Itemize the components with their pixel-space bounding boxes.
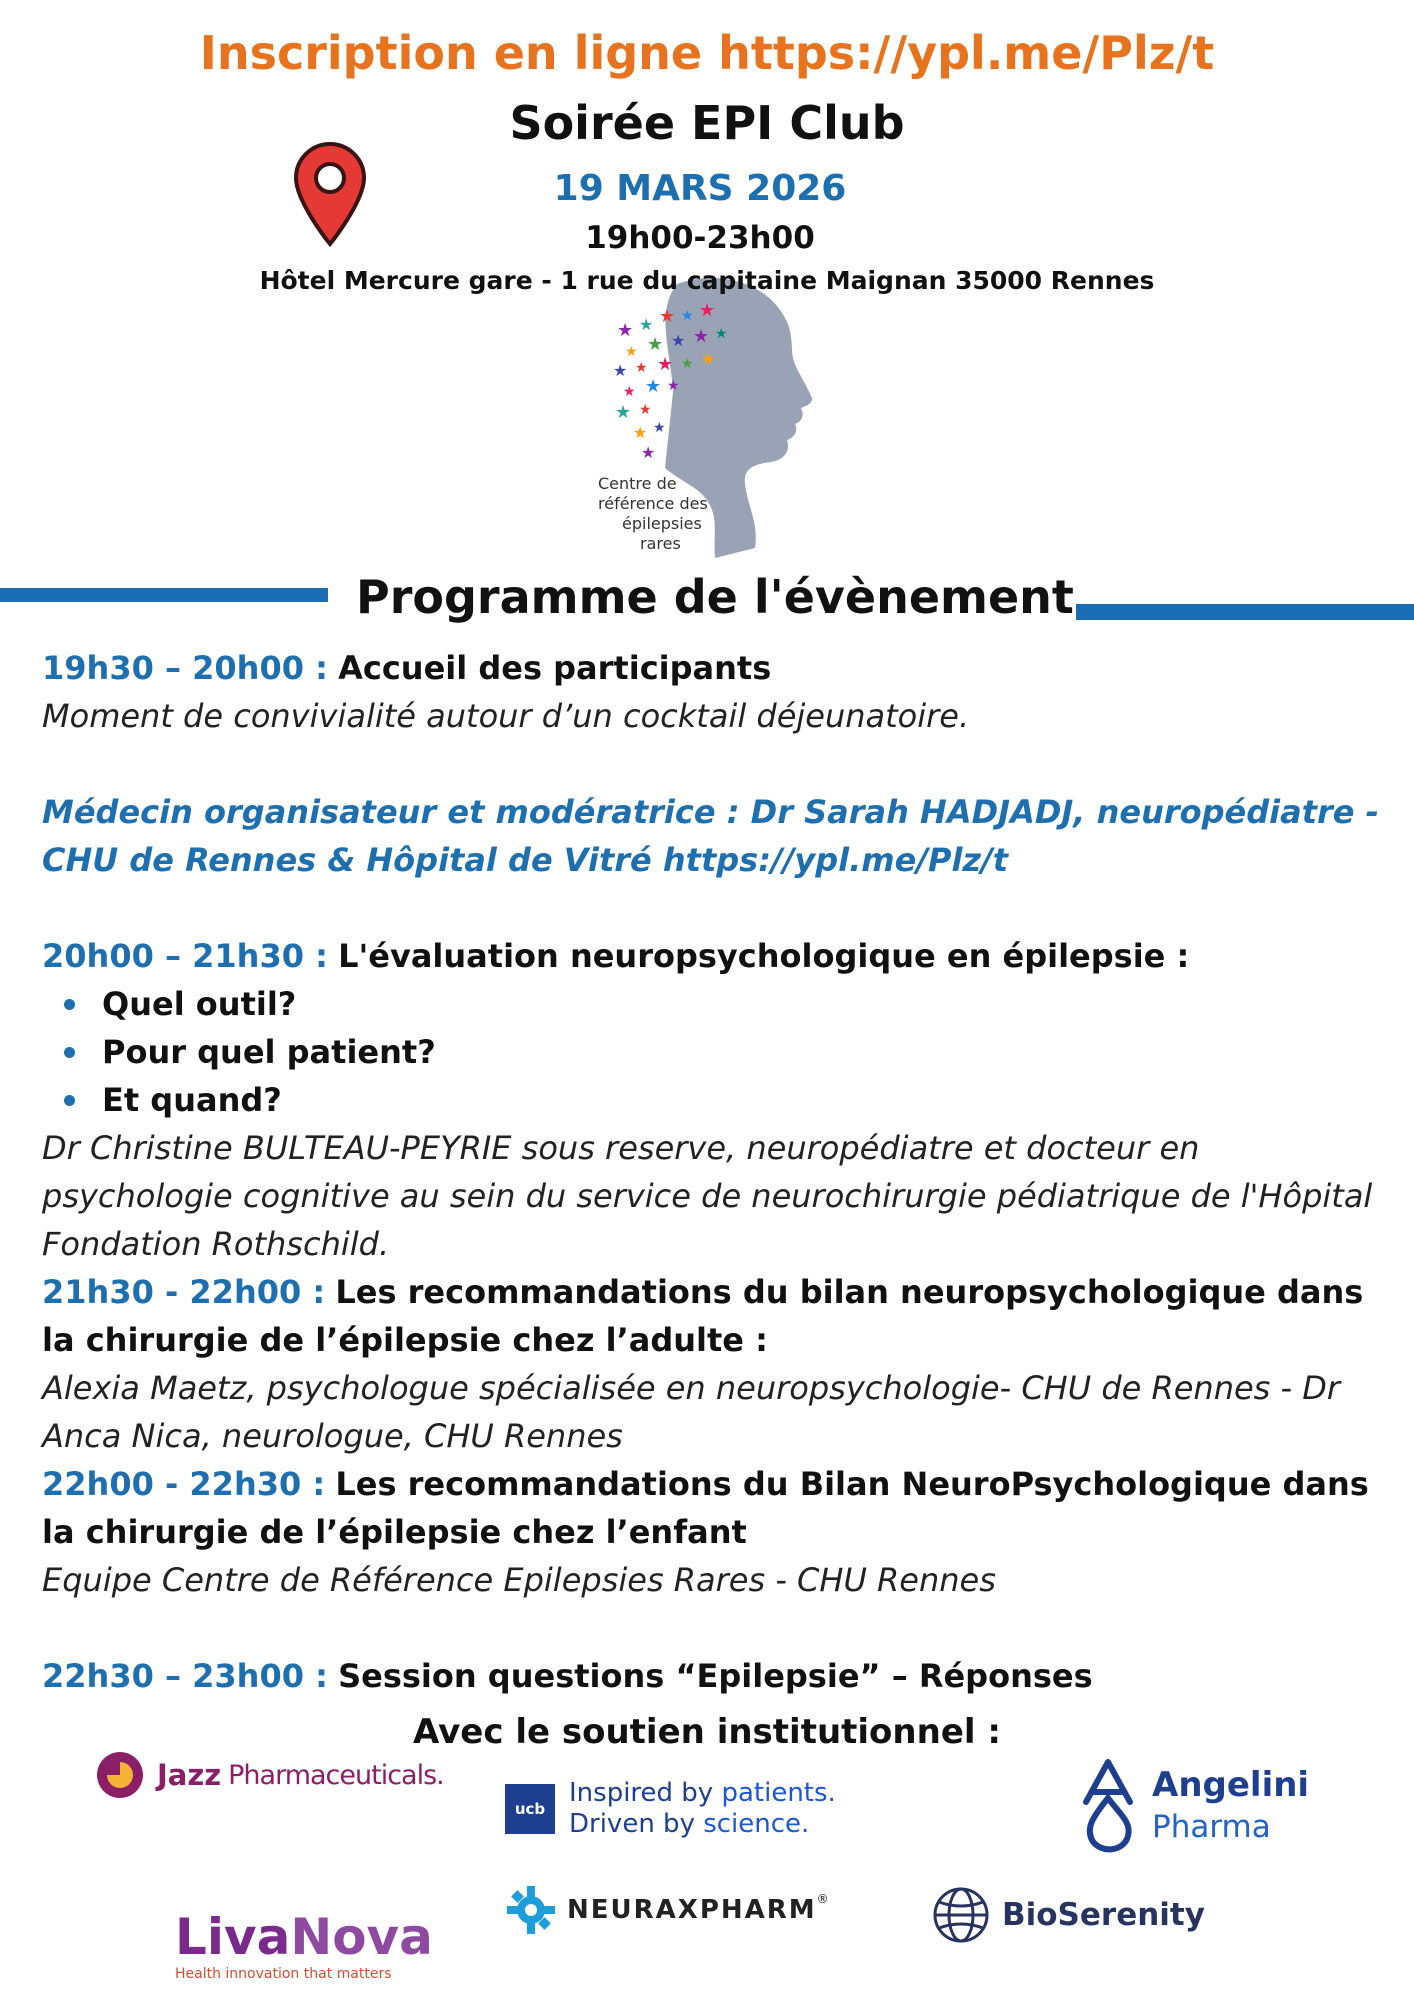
svg-text:★: ★ (633, 423, 648, 442)
neuraxpharm-registered: ® (816, 1892, 829, 1906)
svg-text:★: ★ (613, 361, 628, 380)
item-title: Les recommandations du bilan neuropsychologique dans la chirurgie de l’épilepsie chez l’adulte : (42, 1273, 1364, 1359)
item-time: 20h00 – 21h30 : (42, 937, 328, 975)
jazz-name: Jazz (157, 1758, 222, 1792)
jazz-mark-icon (95, 1750, 145, 1800)
question-list (42, 980, 1392, 1124)
svg-text:★: ★ (659, 306, 676, 327)
event-time: 19h00-23h00 (585, 220, 815, 256)
svg-text:★: ★ (715, 326, 728, 342)
item-title: Les recommandations du Bilan NeuroPsychologique dans la chirurgie de l’épilepsie chez l’enfant (42, 1465, 1369, 1551)
ucb-logo (505, 1778, 836, 1840)
item-title: Accueil des participants (338, 649, 772, 687)
svg-text:★: ★ (701, 349, 716, 368)
ucb-text-strong: patients. (721, 1778, 836, 1808)
svg-text:★: ★ (647, 334, 664, 355)
program-item (42, 1460, 1392, 1556)
program-item (42, 644, 1392, 692)
neuraxpharm-name: NEURAXPHARM (567, 1895, 817, 1925)
item-description: Dr Christine BULTEAU-PEYRIE sous reserve, neuropédiatre et docteur en psychologie cognitive au sein du service de neurochirurgie pédiatrique de l'Hôpital Fondation Rothschild. (42, 1129, 1373, 1263)
angelini-mark-icon (1078, 1758, 1138, 1854)
angelini-logo (1078, 1758, 1309, 1854)
ucb-text: Driven by (569, 1809, 704, 1839)
neuraxpharm-logo (505, 1884, 829, 1936)
list-item: Et quand? (60, 1076, 1392, 1124)
item-title: Session questions “Epilepsie” – Réponses (338, 1657, 1093, 1695)
svg-text:★: ★ (625, 344, 638, 360)
bioserenity-logo (930, 1884, 1205, 1946)
svg-text:★: ★ (667, 378, 680, 394)
program-heading: Programme de l'évènement (356, 570, 1074, 624)
logo-line: épilepsies (622, 514, 702, 533)
program-item (42, 932, 1392, 980)
item-time: 19h30 – 20h00 : (42, 649, 328, 687)
registration-link[interactable]: Inscription en ligne https://ypl.me/Plz/t (199, 26, 1215, 80)
svg-text:★: ★ (693, 326, 710, 347)
neuraxpharm-gear-icon (505, 1884, 557, 1936)
livanova-name-b: Nova (290, 1908, 433, 1966)
jazz-name-suffix: Pharmaceuticals. (228, 1759, 444, 1791)
organizer-line: Médecin organisateur et modératrice : Dr Sarah HADJADJ, neuropédiatre - CHU de Rennes & Hôpital de Vitré https://ypl.me/Plz/t (42, 793, 1379, 879)
svg-text:★: ★ (617, 320, 634, 341)
logo-line: rares (640, 534, 681, 553)
livanova-name: Liva (175, 1908, 291, 1966)
ucb-tagline (569, 1778, 836, 1840)
svg-text:★: ★ (639, 315, 654, 334)
svg-text:★: ★ (653, 420, 666, 436)
event-date: 19 MARS 2026 (553, 168, 847, 209)
divider-left (0, 588, 328, 602)
svg-text:★: ★ (641, 443, 656, 462)
svg-text:★: ★ (645, 376, 662, 397)
program-item (42, 1652, 1392, 1700)
ucb-text-strong: science. (703, 1809, 810, 1839)
bioserenity-globe-icon (930, 1884, 992, 1946)
angelini-sub: Pharma (1152, 1809, 1271, 1845)
ucb-text: Inspired by (569, 1778, 722, 1808)
svg-text:★: ★ (681, 356, 694, 372)
item-time: 21h30 - 22h00 : (42, 1273, 326, 1311)
item-description: Moment de convivialité autour d’un cocktail déjeunatoire. (42, 697, 970, 735)
svg-text:★: ★ (657, 354, 674, 375)
svg-text:★: ★ (671, 331, 686, 350)
svg-text:★: ★ (635, 360, 648, 376)
list-item: Pour quel patient? (60, 1028, 1392, 1076)
list-item: Quel outil? (60, 980, 1392, 1028)
angelini-name: Angelini (1152, 1765, 1310, 1805)
crer-logo-text (598, 474, 708, 554)
event-venue: Hôtel Mercure gare - 1 rue du capitaine Maignan 35000 Rennes (259, 266, 1155, 295)
item-description: Alexia Maetz, psychologue spécialisée en neuropsychologie- CHU de Rennes - Dr Anca Nica, neurologue, CHU Rennes (42, 1369, 1341, 1455)
livanova-logo (175, 1910, 433, 1982)
event-title: Soirée EPI Club (509, 96, 905, 150)
divider-right (1076, 604, 1414, 620)
program-list (42, 644, 1392, 1700)
program-item (42, 1268, 1392, 1364)
item-title: L'évaluation neuropsychologique en épilepsie : (338, 937, 1190, 975)
angelini-text (1152, 1764, 1309, 1848)
svg-text:★: ★ (681, 308, 694, 324)
item-time: 22h00 - 22h30 : (42, 1465, 326, 1503)
jazz-logo (95, 1750, 444, 1800)
svg-text:★: ★ (639, 402, 652, 418)
svg-text:★: ★ (615, 402, 632, 423)
logo-line: référence des (598, 494, 708, 513)
logo-line: Centre de (598, 474, 677, 493)
svg-text:★: ★ (699, 300, 716, 321)
support-heading: Avec le soutien institutionnel : (413, 1712, 1001, 1752)
livanova-tagline: Health innovation that matters (175, 1966, 392, 1982)
ucb-badge: ucb (505, 1784, 555, 1834)
item-description: Equipe Centre de Référence Epilepsies Rares - CHU Rennes (42, 1561, 996, 1599)
svg-text:★: ★ (623, 384, 636, 400)
item-time: 22h30 – 23h00 : (42, 1657, 328, 1695)
bioserenity-name: BioSerenity (1002, 1897, 1205, 1933)
